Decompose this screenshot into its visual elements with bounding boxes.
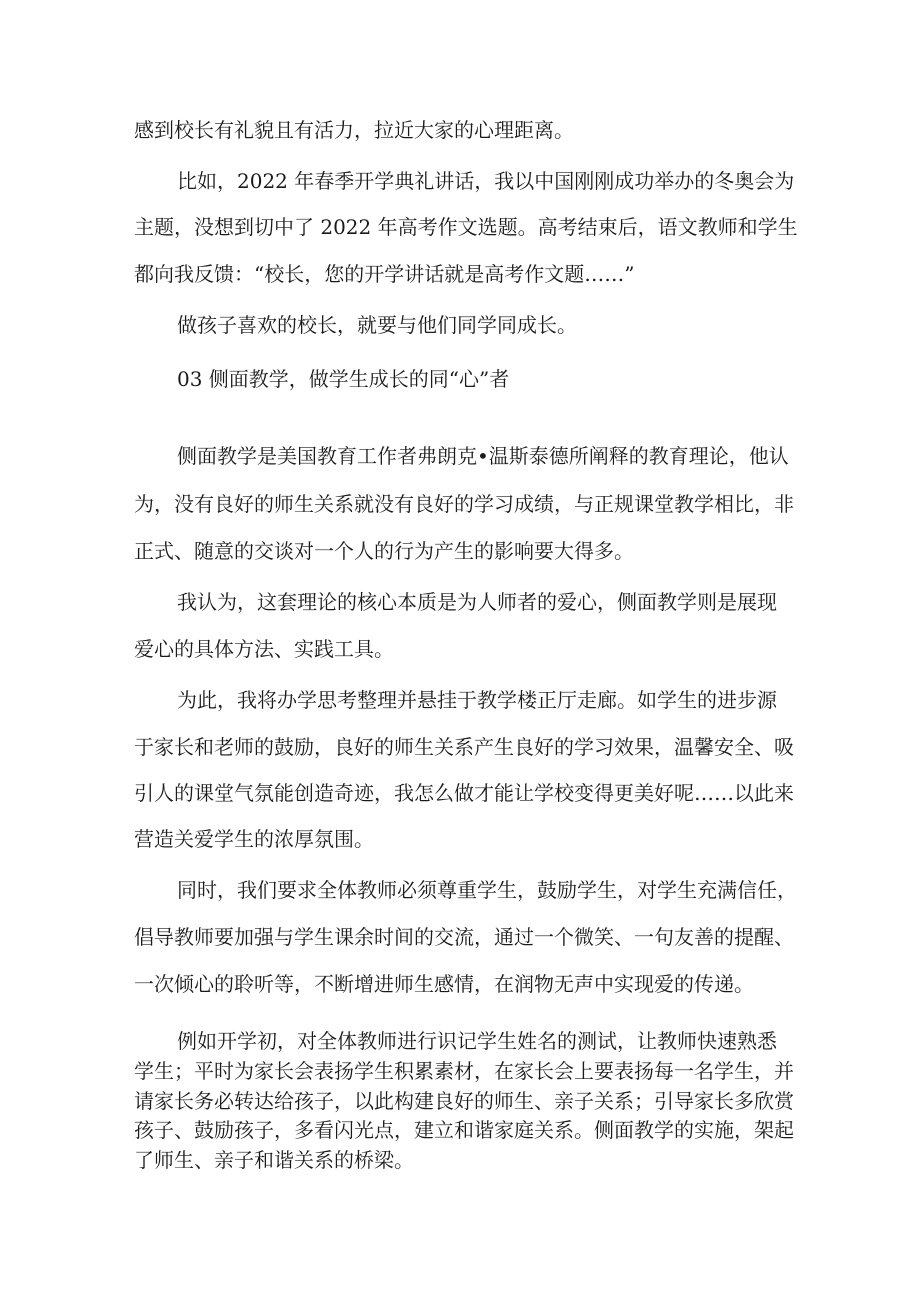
paragraph-line: 引人的课堂气氛能创造奇迹，我怎么做才能让学校变得更美好呢……以此来 (134, 781, 794, 805)
paragraph-line: 我认为，这套理论的核心本质是为人师者的爱心，侧面教学则是展现 (177, 590, 777, 614)
paragraph-line: 都向我反馈：“校长，您的开学讲话就是高考作文题……” (134, 262, 635, 286)
paragraph-line: 主题，没想到切中了 2022 年高考作文选题。高考结束后，语文教师和学生 (134, 215, 798, 239)
paragraph-line: 了师生、亲子和谐关系的桥梁。 (134, 1148, 414, 1172)
paragraph-line: 比如，2022 年春季开学典礼讲话，我以中国刚刚成功举办的冬奥会为 (177, 169, 795, 193)
paragraph-line: 一次倾心的聆听等，不断增进师生感情，在润物无声中实现爱的传递。 (134, 972, 754, 996)
paragraph-line: 于家长和老师的鼓励，良好的师生关系产生良好的学习效果，温馨安全、吸 (134, 735, 794, 759)
paragraph-line: 感到校长有礼貌且有活力，拉近大家的心理距离。 (134, 118, 574, 142)
paragraph-line: 爱心的具体方法、实践工具。 (134, 637, 394, 661)
paragraph-line: 请家长务必转达给孩子，以此构建良好的师生、亲子关系；引导家长多欣赏 (134, 1089, 794, 1113)
paragraph-line: 孩子、鼓励孩子，多看闪光点，建立和谐家庭关系。侧面教学的实施，架起 (134, 1118, 794, 1142)
paragraph-line: 例如开学初，对全体教师进行识记学生姓名的测试，让教师快速熟悉 (177, 1029, 777, 1053)
paragraph-line: 为，没有良好的师生关系就没有良好的学习成绩，与正规课堂教学相比，非 (134, 492, 794, 516)
paragraph-line: 为此，我将办学思考整理并悬挂于教学楼正厅走廊。如学生的进步源 (177, 688, 777, 712)
paragraph-line: 同时，我们要求全体教师必须尊重学生，鼓励学生，对学生充满信任， (177, 878, 797, 902)
paragraph-line: 正式、随意的交谈对一个人的行为产生的影响要大得多。 (134, 539, 634, 563)
section-heading: 03 侧面教学，做学生成长的同“心”者 (177, 367, 510, 391)
paragraph-line: 做孩子喜欢的校长，就要与他们同学同成长。 (177, 313, 577, 337)
paragraph-line: 营造关爱学生的浓厚氛围。 (134, 827, 374, 851)
paragraph-line: 侧面教学是美国教育工作者弗朗克•温斯泰德所阐释的教育理论，他认 (177, 444, 789, 468)
paragraph-line: 倡导教师要加强与学生课余时间的交流，通过一个微笑、一句友善的提醒、 (134, 925, 794, 949)
paragraph-line: 学生；平时为家长会表扬学生积累素材，在家长会上要表扬每一名学生，并 (134, 1059, 794, 1083)
